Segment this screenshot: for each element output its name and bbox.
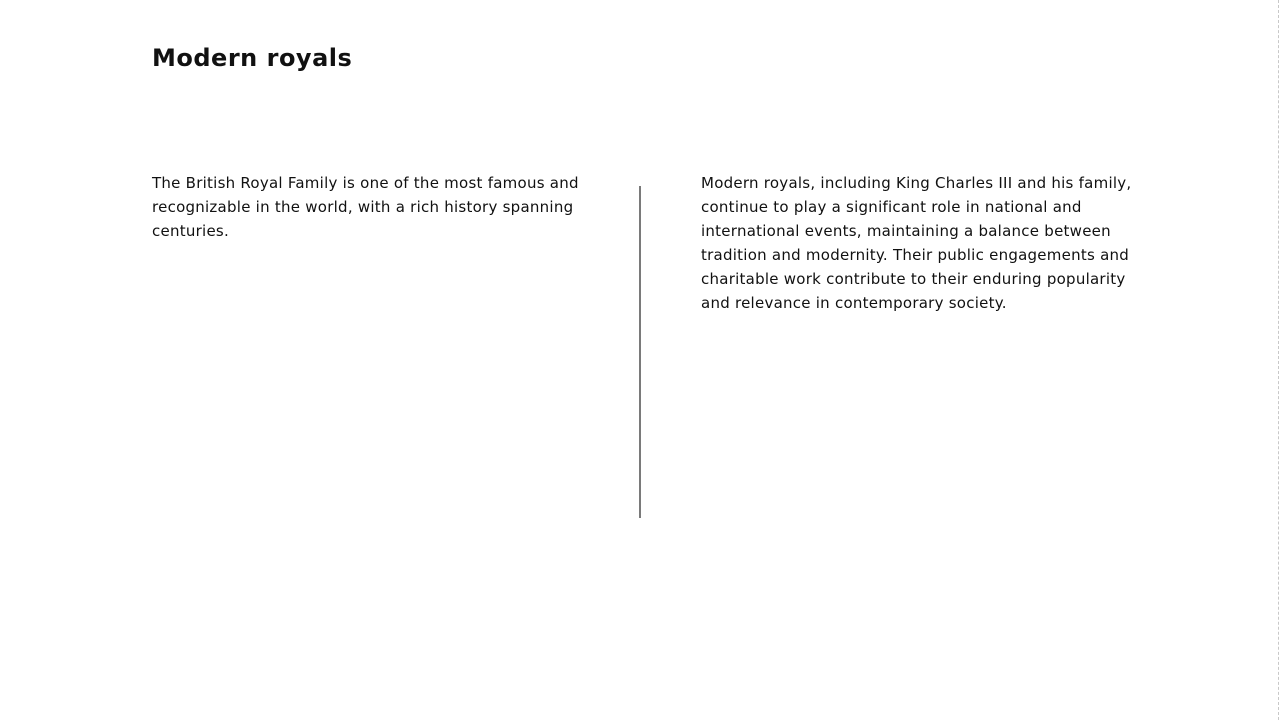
left-column-text: The British Royal Family is one of the most famous and recognizable in the world, with a rich history spanning centuries.	[152, 174, 579, 240]
column-divider	[639, 186, 641, 518]
right-column-text: Modern royals, including King Charles III and his family, continue to play a significant role in national and international events, maintaining a balance between tradition and modernity. Their public engagements and charitable work contribute to their enduring popularity and relevance in contemporary society.	[701, 174, 1132, 312]
slide-title: Modern royals	[152, 44, 353, 72]
slide-edge-guide	[1278, 0, 1279, 720]
